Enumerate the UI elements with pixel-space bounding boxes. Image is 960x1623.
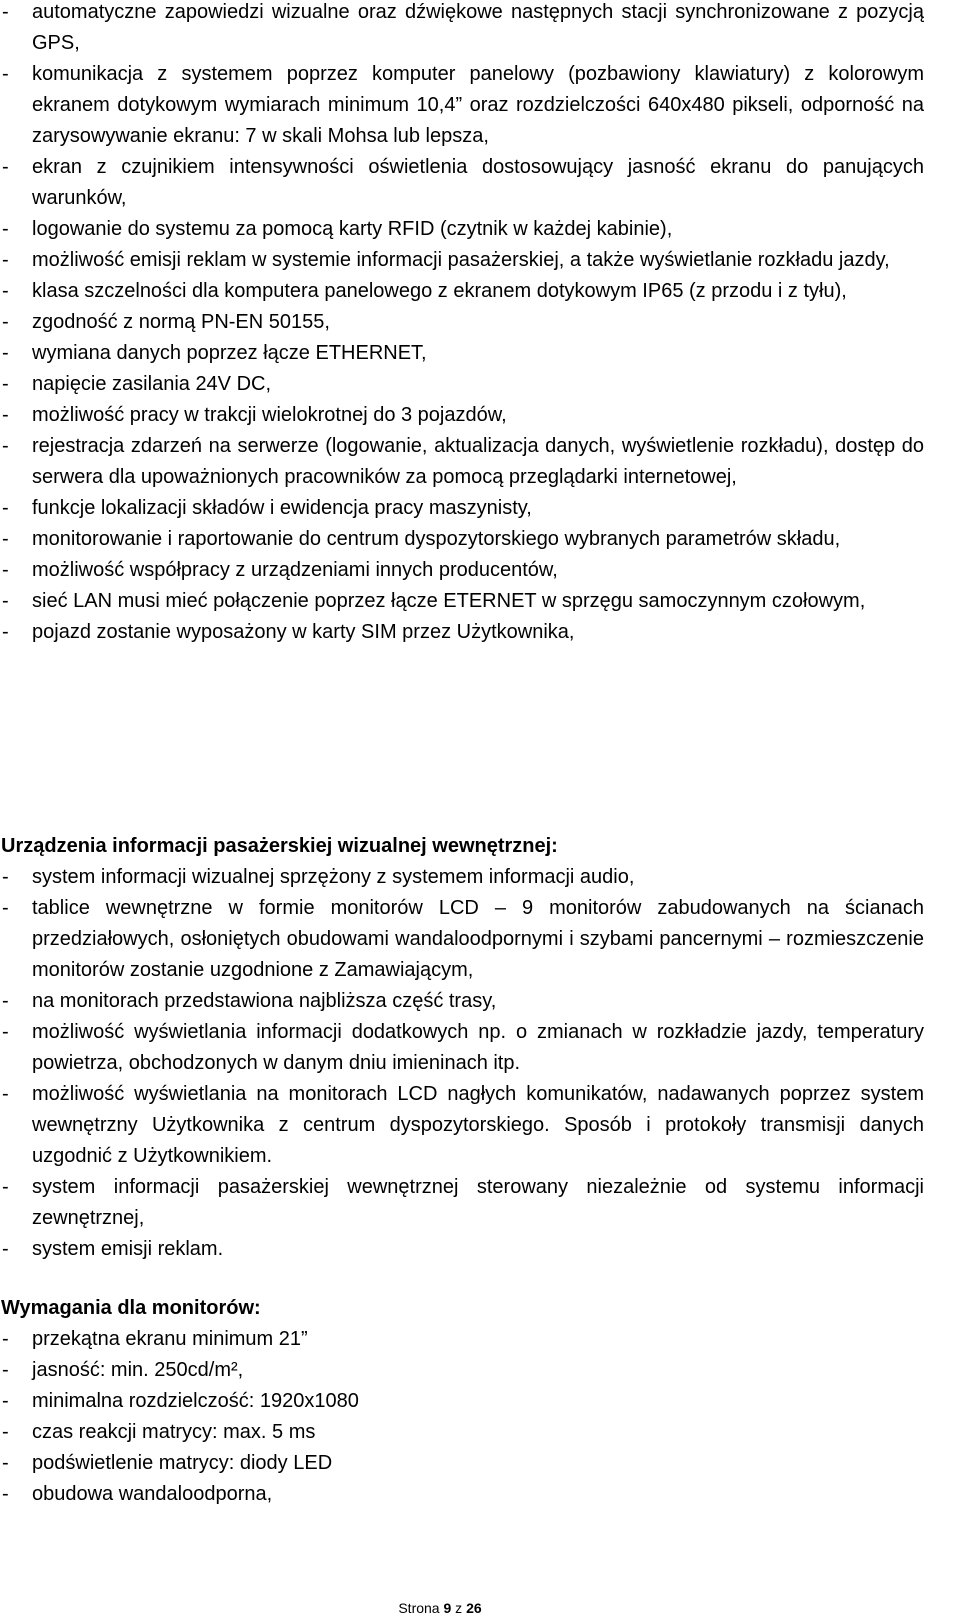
page-label: Strona [398,1600,440,1616]
list-item: - możliwość współpracy z urządzeniami innych producentów, [0,555,960,586]
list-item: - system informacji pasażerskiej wewnętrznej sterowany niezależnie od systemu informacji zewnętrznej, [0,1172,960,1234]
list-item: - napięcie zasilania 24V DC, [0,369,960,400]
list-item: - komunikacja z systemem poprzez komputer panelowy (pozbawiony klawiatury) z kolorowym ekranem dotykowym wymiarach minimum 10,4” oraz rozdzielczości 640x480 pikseli, odporność na zarysowywanie ekranu: 7 w skali Mohsa lub lepsza, [0,59,960,152]
list-item: - czas reakcji matrycy: max. 5 ms [0,1417,960,1448]
list-item: - automatyczne zapowiedzi wizualne oraz dźwiękowe następnych stacji synchronizowane z pozycją GPS, [0,0,960,59]
list-item: - system informacji wizualnej sprzężony z systemem informacji audio, [0,862,960,893]
page-number-footer [0,1597,880,1619]
list-item: - klasa szczelności dla komputera panelowego z ekranem dotykowym IP65 (z przodu i z tyłu), [0,276,960,307]
current-page: 9 [443,1600,452,1616]
list-item: - możliwość wyświetlania na monitorach LCD nagłych komunikatów, nadawanych poprzez system wewnętrzny Użytkownika z centrum dyspozytorskiego. Sposób i protokoły transmisji danych uzgodnić z Użytkownikiem. [0,1079,960,1172]
list-item: - możliwość wyświetlania informacji dodatkowych np. o zmianach w rozkładzie jazdy, temperatury powietrza, obchodzonych w danym dniu imieninach itp. [0,1017,960,1079]
list-item: - zgodność z normą PN-EN 50155, [0,307,960,338]
list-item: - obudowa wandaloodporna, [0,1479,960,1510]
page-separator: z [455,1600,463,1616]
list-item: - ekran z czujnikiem intensywności oświetlenia dostosowujący jasność ekranu do panujących warunków, [0,152,960,214]
list-item: - rejestracja zdarzeń na serwerze (logowanie, aktualizacja danych, wyświetlenie rozkładu), dostęp do serwera dla upoważnionych pracowników za pomocą przeglądarki internetowej, [0,431,960,493]
list-item: - funkcje lokalizacji składów i ewidencja pracy maszynisty, [0,493,960,524]
total-pages: 26 [466,1600,482,1616]
section-heading-monitors: Wymagania dla monitorów: [1,1297,261,1319]
requirements-list [0,0,960,648]
list-item: - jasność: min. 250cd/m², [0,1355,960,1386]
list-item: - sieć LAN musi mieć połączenie poprzez łącze ETERNET w sprzęgu samoczynnym czołowym, [0,586,960,617]
list-item: - tablice wewnętrzne w formie monitorów LCD – 9 monitorów zabudowanych na ścianach przedziałowych, osłoniętych obudowami wandaloodpornymi i szybami pancernymi – rozmieszczenie monitorów zostanie uzgodnione z Zamawiającym, [0,893,960,986]
list-item: - monitorowanie i raportowanie do centrum dyspozytorskiego wybranych parametrów składu, [0,524,960,555]
list-item: - możliwość emisji reklam w systemie informacji pasażerskiej, a także wyświetlanie rozkładu jazdy, [0,245,960,276]
list-item: - minimalna rozdzielczość: 1920x1080 [0,1386,960,1417]
list-item: - na monitorach przedstawiona najbliższa część trasy, [0,986,960,1017]
monitor-requirements-list [0,1324,960,1510]
list-item: - podświetlenie matrycy: diody LED [0,1448,960,1479]
list-item: - system emisji reklam. [0,1234,960,1265]
section-heading-internal-info: Urządzenia informacji pasażerskiej wizualnej wewnętrznej: [1,835,558,857]
list-item: - pojazd zostanie wyposażony w karty SIM przez Użytkownika, [0,617,960,648]
list-item: - przekątna ekranu minimum 21” [0,1324,960,1355]
list-item: - możliwość pracy w trakcji wielokrotnej do 3 pojazdów, [0,400,960,431]
list-item: - logowanie do systemu za pomocą karty RFID (czytnik w każdej kabinie), [0,214,960,245]
list-item: - wymiana danych poprzez łącze ETHERNET, [0,338,960,369]
internal-info-list [0,862,960,1265]
